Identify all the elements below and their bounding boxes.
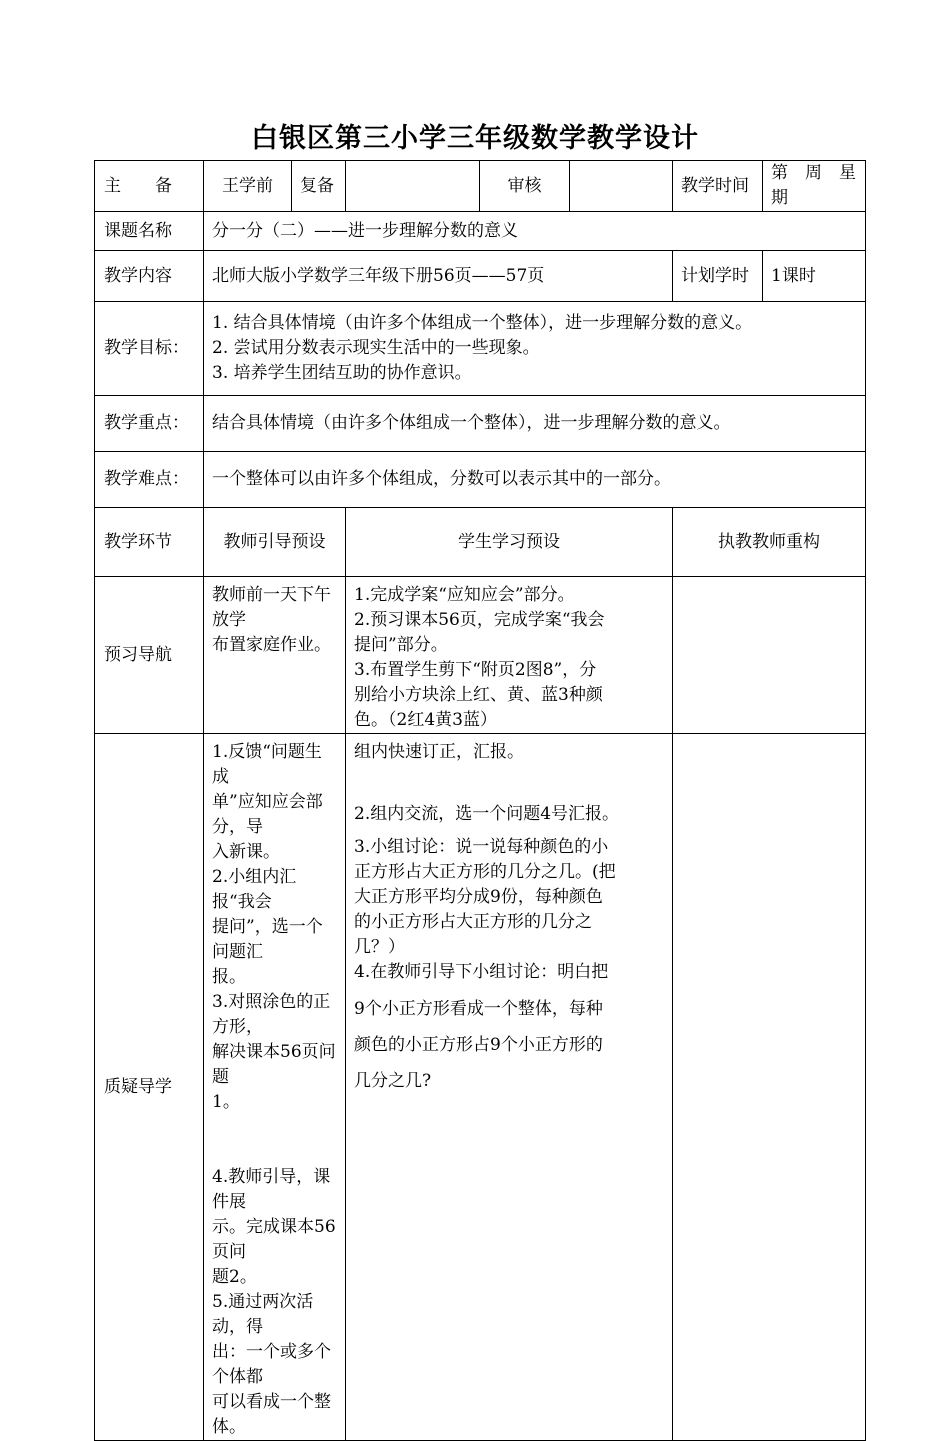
spacer <box>354 765 664 802</box>
header-row <box>95 161 866 212</box>
inquiry-teacher-line: 可以看成一个整体。 <box>212 1392 331 1437</box>
preview-student-line: 3.布置学生剪下“附页2图8”，分 <box>354 660 597 680</box>
zhubei-label: 主 备 <box>95 161 204 212</box>
inquiry-teacher-line: 提问”，选一个问题汇 <box>212 917 323 962</box>
inquiry-teacher-line: 1.反馈“问题生成 <box>212 742 322 787</box>
fubei-value <box>346 161 480 212</box>
inquiry-rebuild <box>673 734 866 1441</box>
col-teacher-header: 教师引导预设 <box>204 508 346 577</box>
inquiry-phase: 质疑导学 <box>95 734 204 1441</box>
spacer <box>212 1140 337 1165</box>
zhubei-value: 王学前 <box>204 161 292 212</box>
goal-item: 1. 结合具体情境（由许多个体组成一个整体），进一步理解分数的意义。 <box>212 313 753 333</box>
inquiry-teacher <box>204 734 346 1441</box>
preview-row <box>95 577 866 734</box>
preview-teacher <box>204 577 346 734</box>
page-title: 白银区第三小学三年级数学教学设计 <box>251 123 699 154</box>
inquiry-row <box>95 734 866 1441</box>
spacer <box>212 1115 337 1140</box>
preview-teacher-line: 布置家庭作业。 <box>212 635 331 655</box>
preview-student <box>346 577 673 734</box>
inquiry-teacher-line: 单”应知应会部分，导 <box>212 792 323 837</box>
fubei-label: 复备 <box>292 161 346 212</box>
lesson-plan-table <box>94 160 866 1441</box>
col-student-header: 学生学习预设 <box>346 508 673 577</box>
key-point-value: 结合具体情境（由许多个体组成一个整体），进一步理解分数的意义。 <box>204 396 866 452</box>
difficulty-value: 一个整体可以由许多个体组成，分数可以表示其中的一部分。 <box>204 452 866 508</box>
difficulty-label: 教学难点： <box>95 452 204 508</box>
inquiry-student-line: 颜色的小正方形占9个小正方形的 <box>354 1035 603 1055</box>
inquiry-student-line: 几？） <box>354 937 405 957</box>
inquiry-student-line: 2.组内交流，选一个问题4号汇报。 <box>354 804 620 824</box>
content-value: 北师大版小学数学三年级下册56页——57页 <box>204 251 673 302</box>
topic-row <box>95 212 866 251</box>
goal-item: 2. 尝试用分数表示现实生活中的一些现象。 <box>212 338 540 358</box>
inquiry-teacher-line: 3.对照涂色的正方形， <box>212 992 331 1037</box>
inquiry-teacher-line: 解决课本56页问题 <box>212 1042 336 1087</box>
goals-list <box>204 302 866 396</box>
topic-value: 分一分（二）——进一步理解分数的意义 <box>204 212 866 251</box>
preview-teacher-line: 教师前一天下午放学 <box>212 585 331 630</box>
preview-rebuild <box>673 577 866 734</box>
time-value: 第 周 星期 <box>763 161 866 212</box>
key-point-row <box>95 396 866 452</box>
preview-phase: 预习导航 <box>95 577 204 734</box>
content-label: 教学内容 <box>95 251 204 302</box>
spacer <box>354 827 664 835</box>
inquiry-teacher-line: 4.教师引导，课件展 <box>212 1167 331 1212</box>
shenhe-value <box>570 161 673 212</box>
inquiry-student-line: 正方形占大正方形的几分之几。(把 <box>354 862 616 882</box>
preview-student-line: 别给小方块涂上红、黄、蓝3种颜 <box>354 685 603 705</box>
plan-value <box>763 251 866 302</box>
inquiry-teacher-line: 1。 <box>212 1092 240 1112</box>
inquiry-student-line: 4.在教师引导下小组讨论：明白把 <box>354 962 609 982</box>
inquiry-teacher-line: 出：一个或多个个体都 <box>212 1342 331 1387</box>
goal-item: 3. 培养学生团结互助的协作意识。 <box>212 363 472 383</box>
inquiry-student-line: 的小正方形占大正方形的几分之 <box>354 912 592 932</box>
inquiry-teacher-line: 5.通过两次活动，得 <box>212 1292 314 1337</box>
preview-student-line: 色。（2红4黄3蓝） <box>354 710 497 730</box>
inquiry-student-line: 大正方形平均分成9份，每种颜色 <box>354 887 603 907</box>
col-rebuild-header: 执教教师重构 <box>673 508 866 577</box>
topic-label: 课题名称 <box>95 212 204 251</box>
content-row <box>95 251 866 302</box>
time-label: 教学时间 <box>673 161 763 212</box>
inquiry-student-line: 组内快速订正，汇报。 <box>354 742 524 762</box>
inquiry-student-line: 9个小正方形看成一个整体，每种 <box>354 999 603 1019</box>
goals-row <box>95 302 866 396</box>
inquiry-teacher-line: 2.小组内汇报“我会 <box>212 867 297 912</box>
inquiry-teacher-line: 示。完成课本56页问 <box>212 1217 336 1262</box>
inquiry-student <box>346 734 673 1441</box>
goals-label: 教学目标： <box>95 302 204 396</box>
plan-value-text: 1课时 <box>771 265 816 286</box>
col-phase-header: 教学环节 <box>95 508 204 577</box>
plan-label: 计划学时 <box>673 251 763 302</box>
preview-student-line: 2.预习课本56页，完成学案“我会 <box>354 610 605 630</box>
inquiry-student-line: 3.小组讨论：说一说每种颜色的小 <box>354 837 609 857</box>
preview-student-line: 1.完成学案“应知应会”部分。 <box>354 585 575 605</box>
inquiry-teacher-line: 题2。 <box>212 1267 257 1287</box>
preview-student-line: 提问”部分。 <box>354 635 448 655</box>
key-point-label: 教学重点： <box>95 396 204 452</box>
difficulty-row <box>95 452 866 508</box>
shenhe-label: 审核 <box>480 161 570 212</box>
column-header-row <box>95 508 866 577</box>
inquiry-teacher-line: 报。 <box>212 967 246 987</box>
inquiry-teacher-line: 入新课。 <box>212 842 280 862</box>
inquiry-student-line: 几分之几? <box>354 1071 432 1091</box>
